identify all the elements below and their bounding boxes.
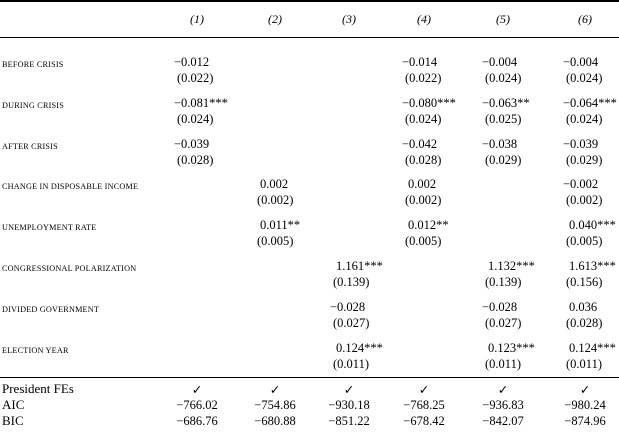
coefficient: 0.040*** [569, 218, 616, 232]
coefficient: −0.038 [482, 137, 518, 151]
coefficient: −0.028 [482, 300, 518, 314]
row-label: BEFORE CRISIS [2, 60, 64, 69]
column-header: (2) [268, 12, 282, 26]
standard-error: (0.156) [566, 275, 603, 289]
standard-error: (0.022) [405, 71, 442, 85]
stat-value: −754.86 [254, 398, 296, 412]
coefficient: −0.039 [174, 137, 210, 151]
standard-error: (0.022) [177, 71, 214, 85]
column-header: (1) [190, 12, 204, 26]
coefficient: −0.042 [402, 137, 438, 151]
coefficient: −0.081*** [174, 96, 228, 110]
header-rule [0, 37, 619, 38]
stat-label: President FEs [2, 381, 74, 396]
standard-error: (0.011) [485, 357, 521, 371]
standard-error: (0.005) [566, 234, 603, 248]
column-header: (6) [578, 12, 592, 26]
standard-error: (0.029) [566, 153, 603, 167]
row-label: DURING CRISIS [2, 101, 64, 110]
standard-error: (0.005) [257, 234, 294, 248]
column-header: (4) [417, 12, 431, 26]
standard-error: (0.011) [566, 357, 602, 371]
standard-error: (0.002) [405, 193, 442, 207]
standard-error: (0.027) [333, 316, 370, 330]
coefficient: 0.124*** [336, 341, 383, 355]
standard-error: (0.028) [177, 153, 214, 167]
fixed-effects-check: ✓ [418, 383, 430, 397]
fixed-effects-check: ✓ [269, 383, 281, 397]
fixed-effects-check: ✓ [497, 383, 509, 397]
stat-value: −980.24 [564, 398, 606, 412]
stat-value: −678.42 [403, 414, 445, 428]
standard-error: (0.011) [333, 357, 369, 371]
row-label: DIVIDED GOVERNMENT [2, 305, 100, 314]
stat-value: −842.07 [482, 414, 524, 428]
standard-error: (0.024) [405, 112, 442, 126]
stat-value: −768.25 [403, 398, 445, 412]
stat-value: −851.22 [328, 414, 370, 428]
row-label: CHANGE IN DISPOSABLE INCOME [2, 182, 139, 191]
coefficient: −0.014 [402, 55, 438, 69]
standard-error: (0.005) [405, 234, 442, 248]
standard-error: (0.024) [566, 71, 603, 85]
stat-value: −874.96 [564, 414, 606, 428]
stats-rule [0, 377, 619, 378]
coefficient: 0.124*** [569, 341, 616, 355]
stat-value: −766.02 [176, 398, 218, 412]
stat-value: −930.18 [328, 398, 370, 412]
coefficient: 0.012** [408, 218, 449, 232]
row-label: UNEMPLOYMENT RATE [2, 223, 97, 232]
standard-error: (0.139) [485, 275, 522, 289]
coefficient: −0.039 [563, 137, 599, 151]
column-header: (3) [342, 12, 356, 26]
standard-error: (0.028) [566, 316, 603, 330]
coefficient: −0.002 [563, 177, 599, 191]
coefficient: −0.063** [482, 96, 530, 110]
row-label: CONGRESSIONAL POLARIZATION [2, 264, 137, 273]
standard-error: (0.029) [485, 153, 522, 167]
row-label: AFTER CRISIS [2, 142, 58, 151]
coefficient: −0.004 [482, 55, 518, 69]
coefficient: 0.002 [260, 177, 289, 191]
standard-error: (0.027) [485, 316, 522, 330]
standard-error: (0.028) [405, 153, 442, 167]
standard-error: (0.025) [485, 112, 522, 126]
coefficient: −0.028 [330, 300, 366, 314]
fixed-effects-check: ✓ [343, 383, 355, 397]
coefficient: −0.012 [174, 55, 210, 69]
row-label: ELECTION YEAR [2, 346, 69, 355]
coefficient: −0.064*** [563, 96, 617, 110]
coefficient: −0.004 [563, 55, 599, 69]
coefficient: 0.123*** [488, 341, 535, 355]
standard-error: (0.024) [485, 71, 522, 85]
stat-value: −936.83 [482, 398, 524, 412]
coefficient: 1.132*** [488, 259, 535, 273]
coefficient: −0.080*** [402, 96, 456, 110]
fixed-effects-check: ✓ [191, 383, 203, 397]
stat-label: BIC [2, 413, 24, 428]
coefficient: 0.011** [260, 218, 301, 232]
stat-value: −686.76 [176, 414, 218, 428]
coefficient: 1.613*** [569, 259, 616, 273]
stat-value: −680.88 [254, 414, 296, 428]
stat-label: AIC [2, 397, 25, 412]
column-header: (5) [496, 12, 510, 26]
top-rule [0, 0, 619, 2]
standard-error: (0.024) [177, 112, 214, 126]
fixed-effects-check: ✓ [579, 383, 591, 397]
standard-error: (0.002) [566, 193, 603, 207]
coefficient: 1.161*** [336, 259, 383, 273]
standard-error: (0.024) [566, 112, 603, 126]
standard-error: (0.002) [257, 193, 294, 207]
coefficient: 0.002 [408, 177, 437, 191]
coefficient: 0.036 [569, 300, 598, 314]
standard-error: (0.139) [333, 275, 370, 289]
